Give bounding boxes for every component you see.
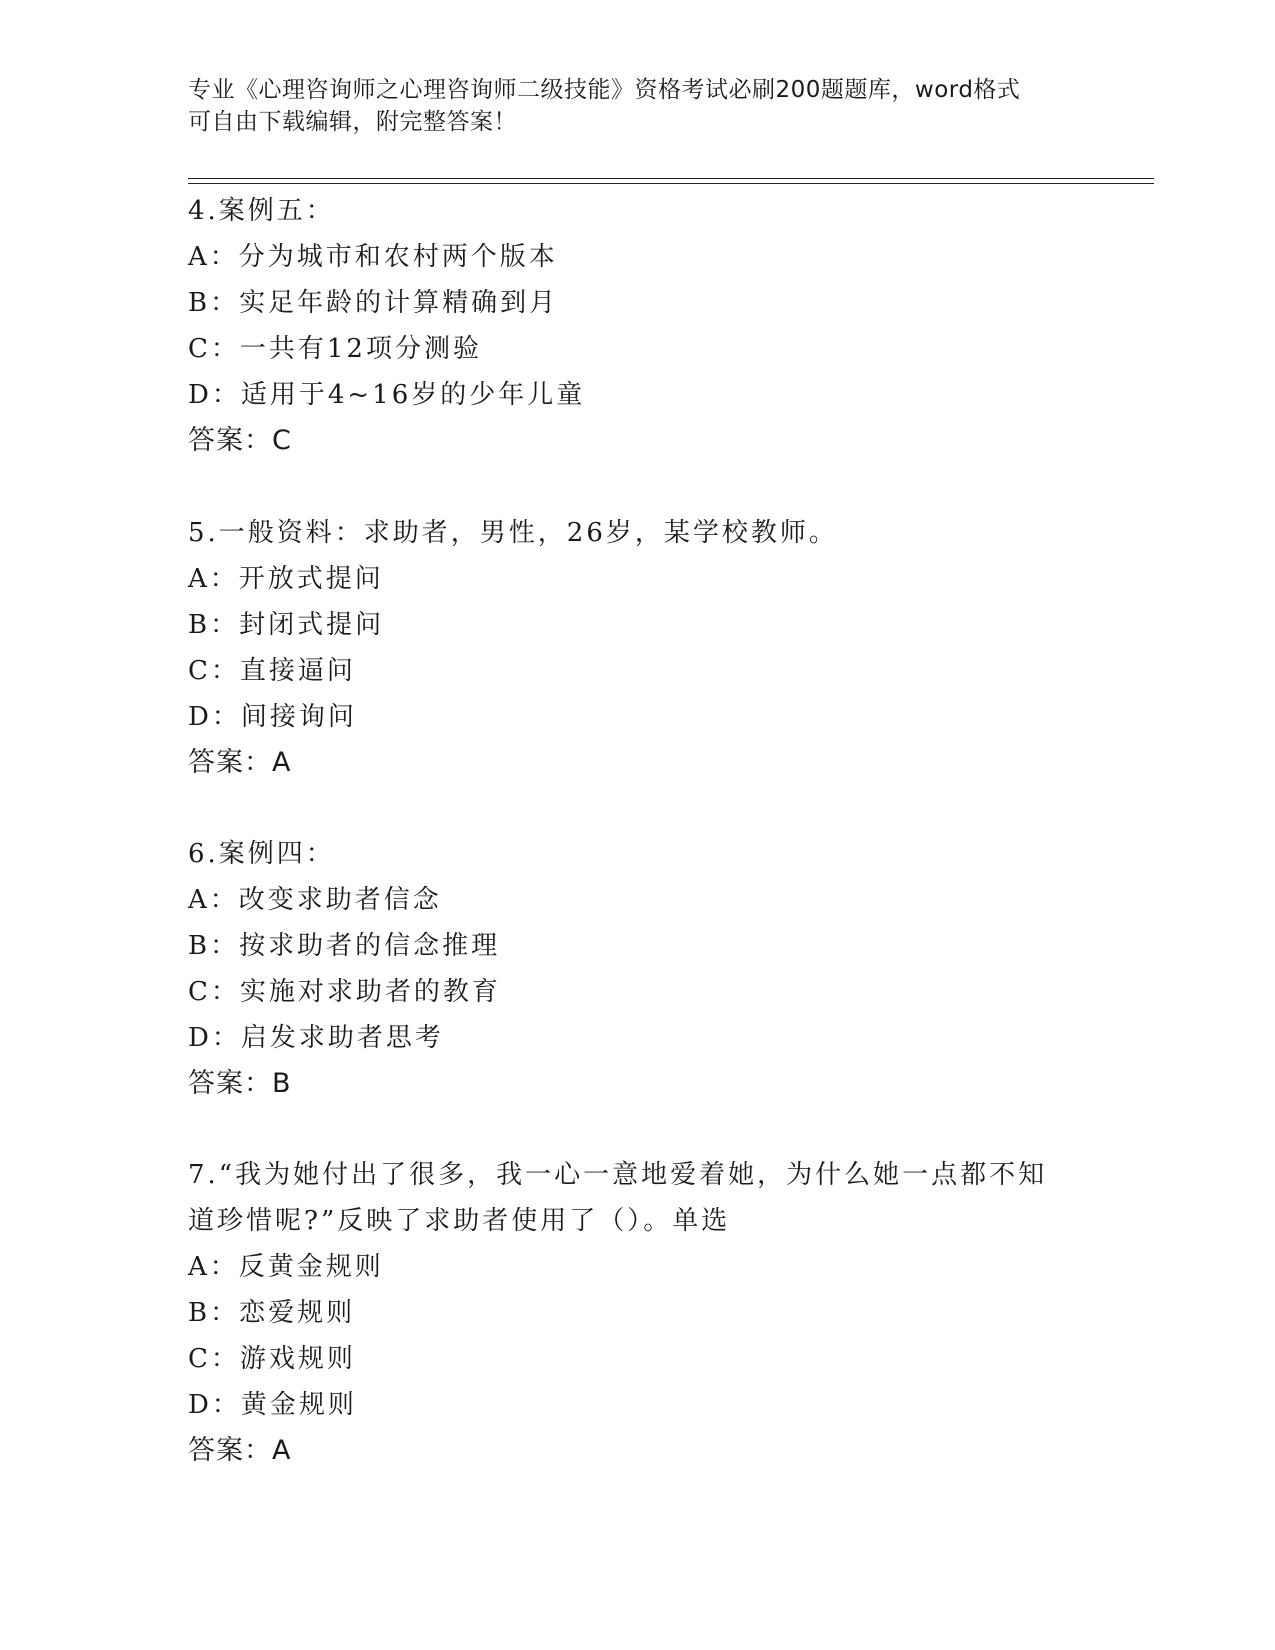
option-b: B：封闭式提问 (188, 610, 385, 640)
question-6 (188, 831, 1088, 1107)
option-c: C：直接逼问 (188, 656, 356, 686)
option-a: A：反黄金规则 (188, 1252, 384, 1282)
option-b: B：恋爱规则 (188, 1298, 356, 1328)
option-d: D：启发求助者思考 (188, 1023, 444, 1053)
answer: 答案：C (188, 425, 292, 456)
header-divider-top (188, 178, 1154, 179)
option-c: C：实施对求助者的教育 (188, 977, 501, 1007)
option-d: D：适用于4~16岁的少年儿童 (188, 380, 586, 410)
answer: 答案：A (188, 1435, 292, 1466)
option-b: B：实足年龄的计算精确到月 (188, 288, 559, 318)
option-d: D：黄金规则 (188, 1390, 357, 1420)
question-7 (188, 1152, 1088, 1474)
option-b: B：按求助者的信念推理 (188, 931, 501, 961)
question-stem-line-2: 道珍惜呢?”反映了求助者使用了（）。单选 (188, 1206, 731, 1236)
header-divider-bottom (188, 183, 1154, 184)
option-a: A：分为城市和农村两个版本 (188, 242, 558, 272)
option-c: C：一共有12项分测验 (188, 334, 482, 364)
question-stem: 6.案例四： (188, 839, 335, 869)
question-stem: 4.案例五： (188, 196, 335, 226)
answer: 答案：A (188, 747, 292, 778)
question-stem: 5.一般资料：求助者，男性，26岁，某学校教师。 (188, 518, 838, 548)
header-line-1: 专业《心理咨询师之心理咨询师二级技能》资格考试必刷200题题库，word格式 (188, 77, 1021, 103)
option-d: D：间接询问 (188, 702, 357, 732)
question-stem-line-1: 7.“我为她付出了很多，我一心一意地爱着她，为什么她一点都不知 (188, 1160, 1048, 1190)
option-a: A：开放式提问 (188, 564, 384, 594)
option-c: C：游戏规则 (188, 1344, 356, 1374)
question-4 (188, 188, 1088, 464)
option-a: A：改变求助者信念 (188, 885, 442, 915)
question-5 (188, 510, 1088, 786)
document-header (188, 74, 1068, 138)
answer: 答案：B (188, 1068, 292, 1099)
header-line-2: 可自由下载编辑，附完整答案！ (188, 109, 517, 135)
